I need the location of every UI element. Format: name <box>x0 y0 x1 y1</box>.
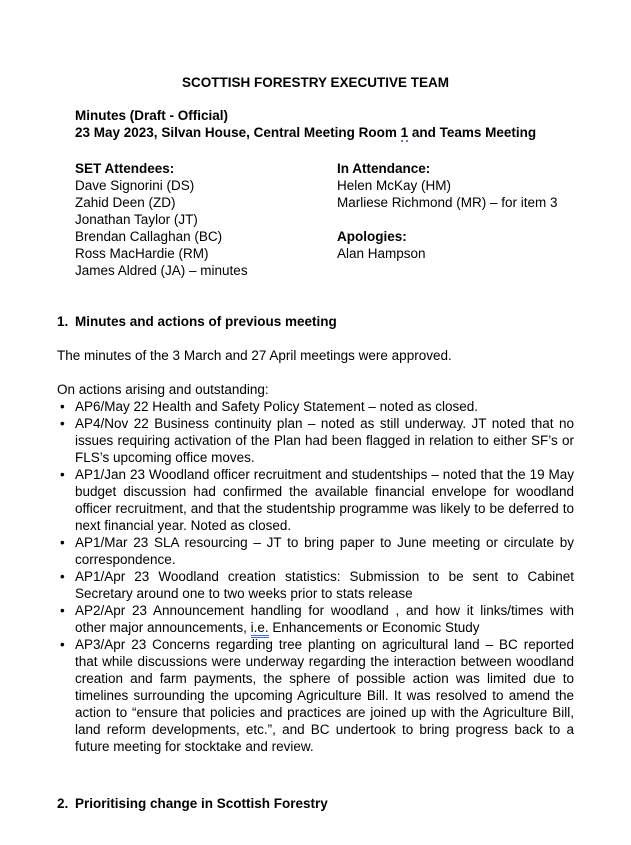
in-attendance-header: In Attendance: <box>337 161 431 176</box>
attendee-name: Brendan Callaghan (BC) <box>75 229 223 244</box>
section-1-heading <box>57 313 574 330</box>
attendees-section <box>75 160 574 279</box>
minutes-meta-block <box>75 107 574 141</box>
set-attendees-column <box>75 160 337 279</box>
apologies-header: Apologies: <box>337 229 407 244</box>
bullet-text-after: Enhancements or Economic Study <box>268 620 480 635</box>
minutes-status-line: Minutes (Draft - Official) <box>75 108 229 123</box>
attendee-name: Ross MacHardie (RM) <box>75 246 209 261</box>
section-2-title: Prioritising change in Scottish Forestry <box>75 796 328 811</box>
action-bullet-ap1-jan23: • AP1/Jan 23 Woodland officer recruitment and studentships – noted that the 19 May budget discussion had confirmed the available financial envelope for woodland officer recruitment, and that the studentship programme was likely to be deferred to next financial year. Noted as closed. <box>57 466 574 534</box>
attendee-name: James Aldred (JA) – minutes <box>75 263 248 278</box>
action-bullet-ap4-nov22: • AP4/Nov 22 Business continuity plan – noted as still underway. JT noted that no issues requiring activation of the Plan had been flagged in relation to either SF’s or FLS’s upcoming office moves. <box>57 415 574 466</box>
minutes-approved-paragraph: The minutes of the 3 March and 27 April meetings were approved. <box>57 348 452 363</box>
action-points-list <box>57 398 574 755</box>
bullet-text-before: AP2/Apr 23 Announcement handling for woodland , and how it links/times with other major announcements, <box>75 603 574 635</box>
section-1-title: Minutes and actions of previous meeting <box>75 314 337 329</box>
attendee-name: Helen McKay (HM) <box>337 178 452 193</box>
spacer-row <box>337 211 574 228</box>
section-2-heading <box>57 795 574 812</box>
attendee-name: Alan Hampson <box>337 246 426 261</box>
grammar-marked-room-number: 1 <box>400 125 409 140</box>
attendee-name: Jonathan Taylor (JT) <box>75 212 198 227</box>
meeting-date-text-before: 23 May 2023, Silvan House, Central Meeting Room <box>75 125 401 140</box>
in-attendance-column <box>337 160 574 279</box>
action-bullet-ap1-apr23: • AP1/Apr 23 Woodland creation statistics: Submission to be sent to Cabinet Secretary around one to two weeks prior to stats release <box>57 568 574 602</box>
document-title: SCOTTISH FORESTRY EXECUTIVE TEAM <box>181 75 450 90</box>
action-bullet-ap2-apr23 <box>57 602 574 636</box>
attendee-name: Marliese Richmond (MR) – for item 3 <box>337 195 558 210</box>
action-bullet-ap1-mar23: • AP1/Mar 23 SLA resourcing – JT to bring paper to June meeting or circulate by correspondence. <box>57 534 574 568</box>
meeting-date-line <box>75 124 574 141</box>
actions-intro-paragraph: On actions arising and outstanding: <box>57 382 269 397</box>
attendee-name: Dave Signorini (DS) <box>75 178 195 193</box>
attendee-name: Zahid Deen (ZD) <box>75 195 176 210</box>
meeting-date-text-after: and Teams Meeting <box>408 125 537 140</box>
action-bullet-ap3-apr23: • AP3/Apr 23 Concerns regarding tree planting on agricultural land – BC reported that while discussions were underway regarding the interaction between woodland creation and farm payments, the sphere of possible action was limited due to timelines surrounding the upcoming Agriculture Bill. It was resolved to amend the action to “ensure that policies and practices are joined up with the Agriculture Bill, land reform developments, etc.”, and BC undertook to bring progress back to a future meeting for stocktake and review. <box>57 636 574 755</box>
section-1-number: 1. <box>57 314 69 329</box>
action-bullet-ap6-may22: • AP6/May 22 Health and Safety Policy Statement – noted as closed. <box>57 398 574 415</box>
grammar-marked-ie: i.e. <box>251 620 269 638</box>
section-2-number: 2. <box>57 796 69 811</box>
set-attendees-header: SET Attendees: <box>75 161 175 176</box>
